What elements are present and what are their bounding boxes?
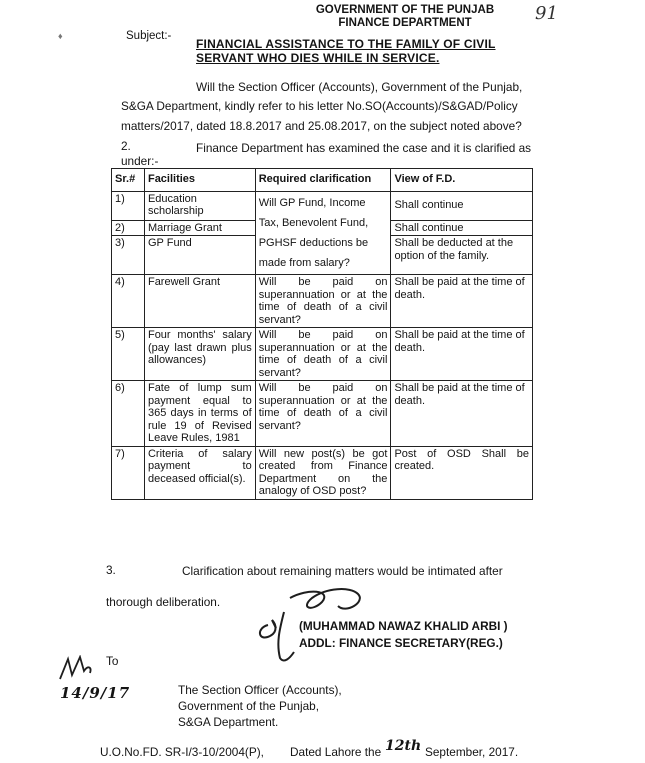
row7-clarification: Will new post(s) be got created from Finance Department on the analogy of OSD post?: [255, 446, 391, 499]
para1-line-1: Will the Section Officer (Accounts), Government of the Punjab,: [196, 80, 523, 94]
row2-facility: Marriage Grant: [144, 220, 255, 236]
para2-line-2: under:-: [121, 154, 159, 168]
handwritten-page-number: 91: [535, 3, 558, 24]
para3-line-1: Clarification about remaining matters would be intimated after: [182, 564, 503, 578]
row6-view: Shall be paid at the time of death.: [391, 381, 533, 447]
row3-view: Shall be deducted at the option of the family.: [394, 237, 514, 262]
table-header-row: [112, 169, 533, 192]
para3-line-2: thorough deliberation.: [106, 595, 221, 609]
row4-clarification: Will be paid on superannuation or at the time of death of a civil servant?: [255, 275, 391, 328]
addressee-line-2: Government of the Punjab,: [178, 699, 319, 713]
col-header-clarification: Required clarification: [255, 169, 391, 192]
row5-sr: 5): [112, 328, 145, 381]
row3-sr: 3): [112, 236, 145, 275]
row6-facility: Fate of lump sum payment equal to 365 days in terms of rule 19 of Revised Leave Rules, 1981: [144, 381, 255, 447]
issuer-header: [300, 4, 510, 30]
punch-mark: ♦: [58, 31, 63, 41]
row7-facility: Criteria of salary payment to deceased official(s).: [144, 446, 255, 499]
signatory-designation: ADDL: FINANCE SECRETARY(REG.): [299, 636, 503, 650]
table-row: [112, 446, 533, 499]
row5-facility: Four months' salary (pay last drawn plus allowances): [144, 328, 255, 381]
subject-line-1: FINANCIAL ASSISTANCE TO THE FAMILY OF CIVIL: [196, 37, 496, 51]
row7-view: Post of OSD Shall be created.: [391, 446, 533, 499]
row7-sr: 7): [112, 446, 145, 499]
row6-sr: 6): [112, 381, 145, 447]
table-row: [112, 275, 533, 328]
addressee-line-3: S&GA Department.: [178, 715, 279, 729]
row1-view: Shall continue: [391, 191, 533, 220]
subject-text: [196, 37, 526, 65]
row5-clarification: Will be paid on superannuation or at the time of death of a civil servant?: [255, 328, 391, 381]
para1-line-3: matters/2017, dated 18.8.2017 and 25.08.2017, on the subject noted above?: [121, 119, 522, 133]
header-government: GOVERNMENT OF THE PUNJAB: [315, 4, 495, 16]
clarification-table: [111, 168, 533, 500]
handwritten-date: 14/9/17: [60, 684, 131, 702]
subject-label: Subject:-: [126, 30, 172, 42]
col-header-sr: Sr.#: [112, 169, 145, 192]
para3-number: 3.: [106, 563, 116, 577]
table-row: [112, 328, 533, 381]
group-clarification: Will GP Fund, Income Tax, Benevolent Fund, PGHSF deductions be made from salary?: [255, 191, 391, 275]
para2-line-1: Finance Department has examined the case and it is clarified as: [196, 141, 532, 155]
row1-sr: 1): [112, 191, 145, 220]
views-2-3: [391, 220, 533, 275]
para2-number: 2.: [121, 139, 131, 153]
subject-line-2: SERVANT WHO DIES WHILE IN SERVICE.: [196, 51, 440, 65]
para1-line-2: S&GA Department, kindly refer to his letter No.SO(Accounts)/S&GAD/Policy: [121, 99, 518, 113]
row4-facility: Farewell Grant: [144, 275, 255, 328]
row5-view: Shall be paid at the time of death.: [391, 328, 533, 381]
table-row: [112, 191, 533, 220]
header-department: FINANCE DEPARTMENT: [338, 17, 472, 29]
table-row: [112, 381, 533, 447]
month-year: September, 2017.: [425, 745, 519, 759]
col-header-view: View of F.D.: [391, 169, 533, 192]
uo-number: U.O.No.FD. SR-I/3-10/2004(P),: [100, 745, 264, 759]
row1-facility: Education scholarship: [144, 191, 255, 220]
initials-scribble: [56, 655, 96, 683]
row4-sr: 4): [112, 275, 145, 328]
row4-view: Shall be paid at the time of death.: [391, 275, 533, 328]
row2-sr: 2): [112, 220, 145, 236]
to-label: To: [106, 654, 119, 668]
signatory-name: (MUHAMMAD NAWAZ KHALID ARBI ): [299, 619, 508, 633]
row6-clarification: Will be paid on superannuation or at the time of death of a civil servant?: [255, 381, 391, 447]
addressee-line-1: The Section Officer (Accounts),: [178, 683, 342, 697]
dated-label: Dated Lahore the: [290, 745, 382, 759]
col-header-facilities: Facilities: [144, 169, 255, 192]
row3-facility: GP Fund: [144, 236, 255, 275]
row2-view: Shall continue: [391, 221, 532, 237]
handwritten-day: 12th: [385, 738, 422, 754]
